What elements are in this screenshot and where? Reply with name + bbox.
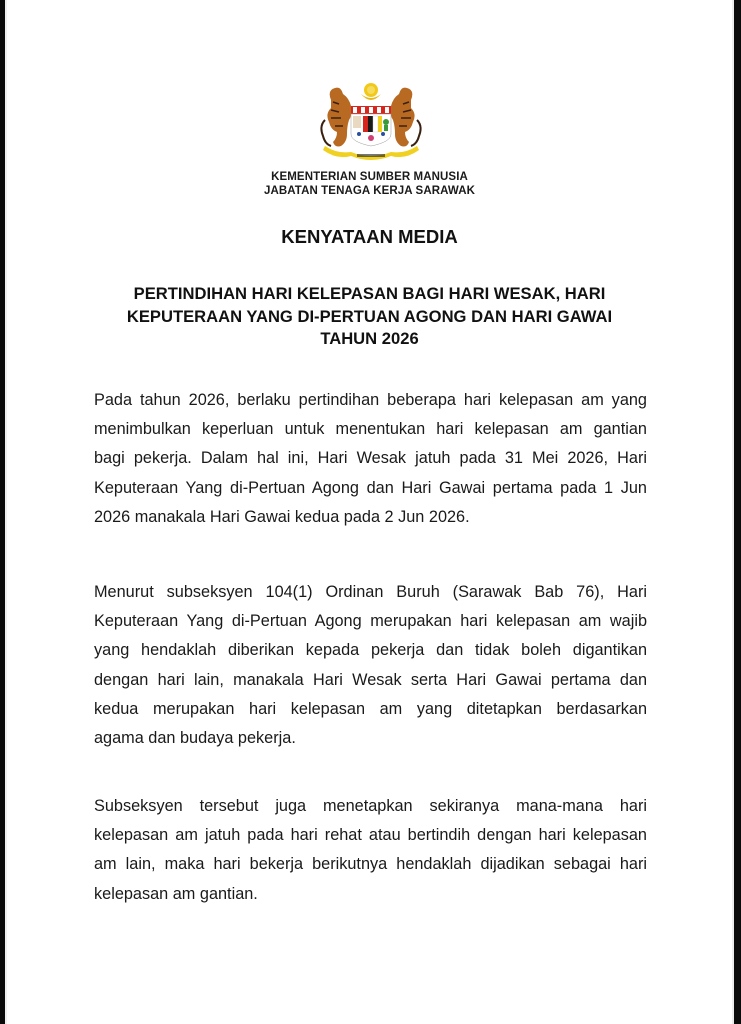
paragraph-line: kelepasan am jatuh pada hari rehat atau bertindih dengan hari kelepasan <box>94 826 647 845</box>
paragraph-line: Pada tahun 2026, berlaku pertindihan beberapa hari kelepasan am yang <box>94 391 647 409</box>
paragraph-line: yang hendaklah diberikan kepada pekerja dan tidak boleh digantikan <box>94 641 647 660</box>
title-line: TAHUN 2026 <box>320 329 419 348</box>
paragraph-line: agama dan budaya pekerja. <box>94 728 296 747</box>
paragraph-line: 2026 manakala Hari Gawai kedua pada 2 Jun 2026. <box>94 507 470 526</box>
paragraph-line: dengan hari lain, manakala Hari Wesak serta Hari Gawai pertama dan <box>94 670 647 689</box>
right-tiger-icon <box>390 88 420 147</box>
paragraph-line: bagi pekerja. Dalam hal ini, Hari Wesak jatuh pada 31 Mei 2026, Hari <box>94 449 647 468</box>
document-page <box>5 0 734 1024</box>
paragraph-line: kedua merupakan hari kelepasan am yang ditetapkan berdasarkan <box>94 699 647 718</box>
document-heading: KENYATAAN MEDIA <box>281 226 458 247</box>
department-name: JABATAN TENAGA KERJA SARAWAK <box>263 185 476 197</box>
shield-icon <box>351 106 391 146</box>
motto-ribbon-icon <box>323 146 419 160</box>
title-line: PERTINDIHAN HARI KELEPASAN BAGI HARI WESAK, HARI <box>133 284 606 303</box>
paragraph-3 <box>94 792 647 909</box>
paragraph-1 <box>94 386 647 532</box>
paragraph-line: Subseksyen tersebut juga menetapkan sekiranya mana-mana hari <box>94 797 647 815</box>
paragraph-line: Keputeraan Yang di-Pertuan Agong dan Hari Gawai pertama pada 1 Jun <box>94 478 647 497</box>
paragraph-line: Menurut subseksyen 104(1) Ordinan Buruh (Sarawak Bab 76), Hari <box>94 583 647 601</box>
document-title <box>85 283 654 351</box>
paragraph-line: kelepasan am gantian. <box>94 884 258 903</box>
paragraph-2 <box>94 578 647 753</box>
ministry-name: KEMENTERIAN SUMBER MANUSIA <box>271 171 468 183</box>
title-line: KEPUTERAAN YANG DI-PERTUAN AGONG DAN HARI GAWAI <box>126 306 613 326</box>
coat-of-arms-icon <box>317 80 425 164</box>
left-tiger-icon <box>321 88 351 147</box>
paragraph-line: am lain, maka hari bekerja berikutnya hendaklah dijadikan sebagai hari <box>94 855 647 874</box>
paragraph-line: Keputeraan Yang di-Pertuan Agong merupakan hari kelepasan am wajib <box>94 612 647 631</box>
paragraph-line: menimbulkan keperluan untuk menentukan hari kelepasan am gantian <box>94 420 647 439</box>
federal-star-icon <box>364 83 378 97</box>
